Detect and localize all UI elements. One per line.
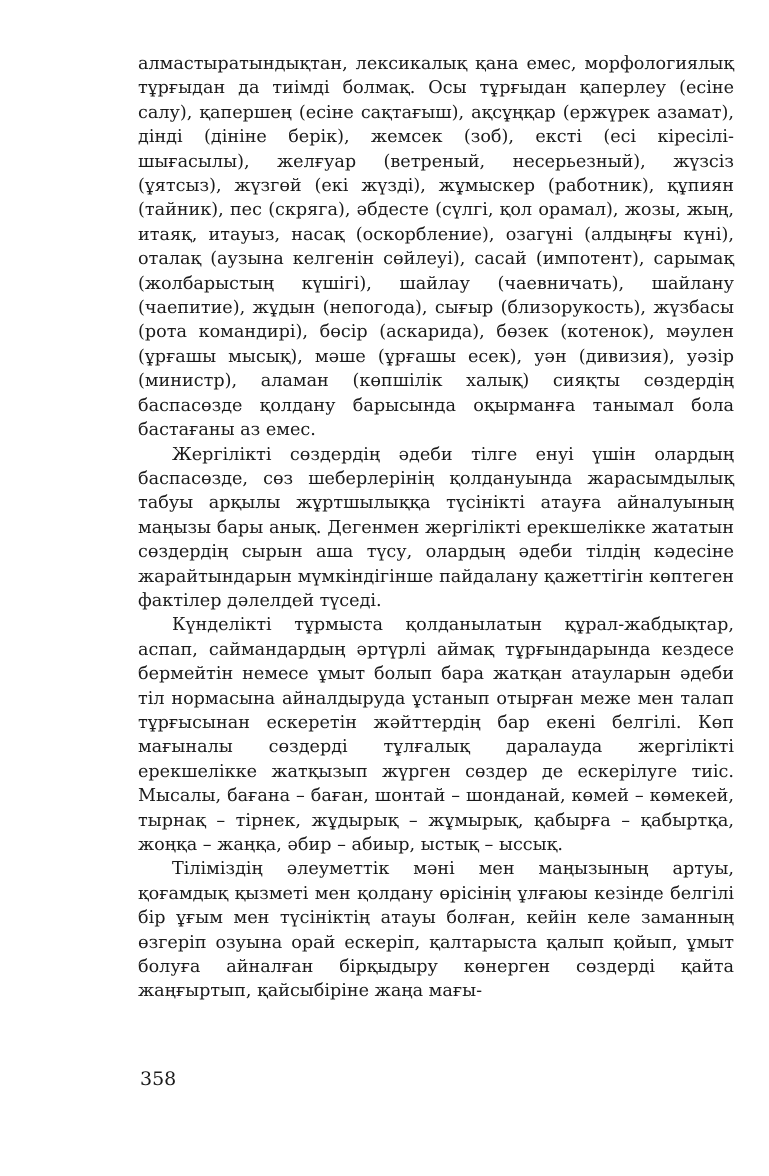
paragraph-everyday-tools: Күнделікті тұрмыста қолданылатын құрал-жабдықтар, аспап, саймандардың әртүрлі аймақ тұрғындарында кездесе бермейтін немесе ұмыт болып бара жатқан атауларын әдеби тіл нормасына айналдыруда ұстанып отырған меже мен талап тұрғысынан ескеретін жәйттердің бар екені белгілі. Көп мағыналы сөздерді тұлғалық даралауда жергілікті ерекшелікке жатқызып жүрген сөздер де ескерілуге тиіс. Мысалы, бағана – баған, шонтай – шонданай, көмей – көмекей, тырнақ – тірнек, жұдырық – жұмырық, қабырға – қабыртқа, жоңқа – жаңқа, әбир – абиыр, ыстық – ыссық. — [138, 615, 734, 855]
paragraph-continuation: алмастыратындықтан, лексикалық қана емес, морфологиялық тұрғыдан да тиімді болмақ. Осы тұрғыдан қаперлеу (есіне салу), қапершең (есіне сақтағыш), ақсұңқар (ержүрек азамат), дінді (дініне берік), жемсек (зоб), ексті (есі кіресілі-шығасылы), желғуар (ветреный, несерьезный), жүзсіз (ұятсыз), жүзгөй (екі жүзді), жұмыскер (работник), құпиян (тайник), пес (скряга), әбдесте (сүлгі, қол орамал), жозы, жың, итаяқ, итауыз, насақ (оскорбление), озагүні (алдыңғы күні), оталақ (аузына келгенін сөйлеуі), сасай (импотент), сарымақ (жолбарыстың күшігі), шайлау (чаевничать), шайлану (чаепитие), жұдын (непогода), сығыр (близорукость), жүзбасы (рота командирі), бөсір (аскарида), бөзек (котенок), мәулен (ұрғашы мысық), мәше (ұрғашы есек), уән (дивизия), уәзір (министр), аламан (көпшілік халық) сияқты сөздердің баспасөзде қолдану барысында оқырманға танымал бола бастағаны аз емес. — [138, 54, 734, 441]
paragraph-archaic-words: Тіліміздің әлеуметтік мәні мен маңызының артуы, қоғамдық қызметі мен қолдану өрісінің ұлғаюы кезінде белгілі бір ұғым мен түсініктің атауы болған, кейін келе заманның өзгеріп озуына орай ескеріп, қалтарыста қалып қойып, ұмыт болуға айналған бірқыдыру көнерген сөздерді қайта жаңғыртып, қайсыбіріне жаңа мағы- — [138, 859, 734, 1002]
page-number: 358 — [140, 1068, 177, 1090]
page-body — [138, 52, 734, 1004]
paragraph-dialect-words: Жергілікті сөздердің әдеби тілге енуі үшін олардың баспасөзде, сөз шеберлерінің қолдануында жарасымдылық табуы арқылы жұртшылыққа түсінікті атауға айналуының маңызы бары анық. Дегенмен жергілікті ерекшелікке жататын сөздердің сырын аша түсу, олардың әдеби тілдің кәдесіне жарайтындарын мүмкіндігінше пайдалану қажеттігін көптеген фактілер дәлелдей түседі. — [138, 444, 734, 611]
